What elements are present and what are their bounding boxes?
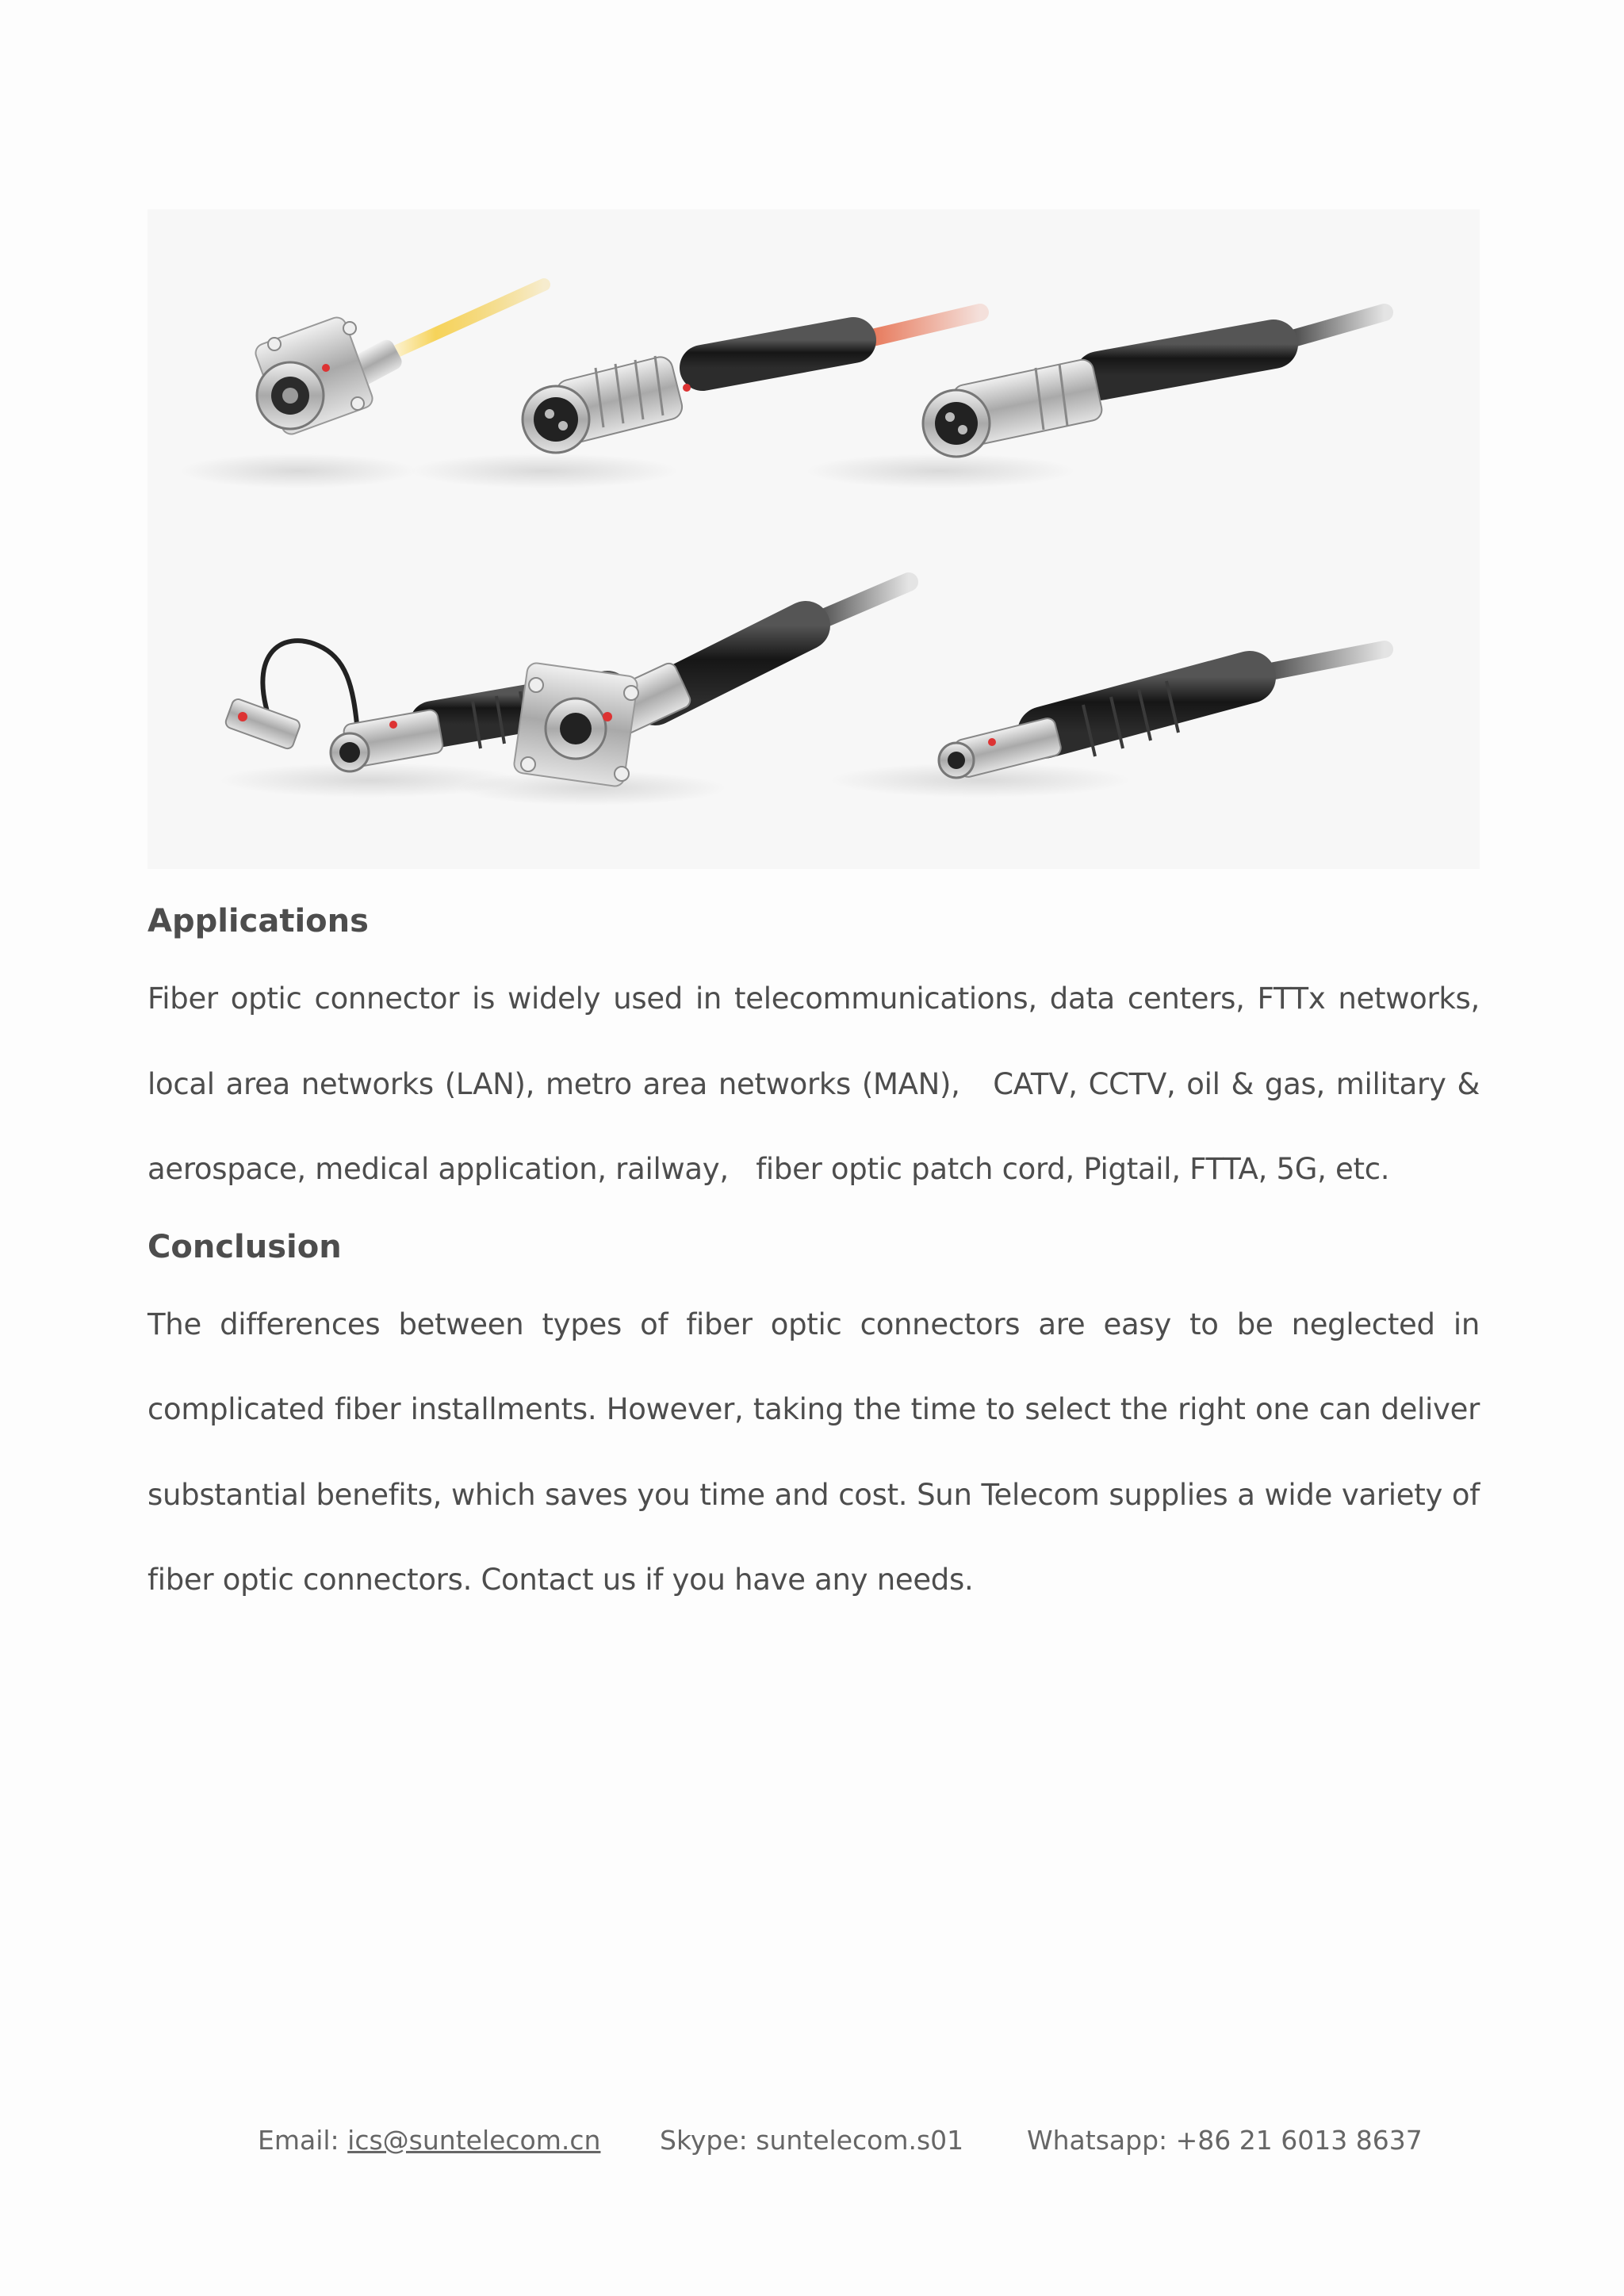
- applications-paragraph: Fiber optic connector is widely used in telecommunications, data centers, FTTx networks, local area networks (LAN), metro area networks (MAN), CATV, CCTV, oil & gas, military & aerospace, medical application, railway, fiber optic patch cord, Pigtail, FTTA, 5G, etc.: [147, 982, 1489, 1186]
- article-content: [147, 886, 1489, 1623]
- connector-slim-plug-black-cable: [829, 649, 1385, 798]
- conclusion-heading: Conclusion: [147, 1228, 342, 1265]
- email-link[interactable]: ics@suntelecom.cn: [347, 2125, 601, 2156]
- footer-whatsapp: Whatsapp: +86 21 6013 8637: [1027, 2125, 1423, 2156]
- connector-flange-black-cable: [457, 582, 909, 806]
- conclusion-paragraph: The differences between types of fiber optic connectors are easy to be neglected in complicated fiber installments. However, taking the time to select the right one can deliver substantial benefits, which saves you time and cost. Sun Telecom supplies a wide variety of fiber optic connectors. Contact us if you have any needs.: [147, 1307, 1480, 1597]
- footer-skype: Skype: suntelecom.s01: [660, 2125, 964, 2156]
- footer-email: [258, 2125, 600, 2156]
- contact-footer: [0, 2125, 1624, 2164]
- fiber-connectors-photo: [147, 209, 1480, 869]
- applications-heading: Applications: [147, 903, 369, 939]
- footer-email-label: Email:: [258, 2125, 348, 2156]
